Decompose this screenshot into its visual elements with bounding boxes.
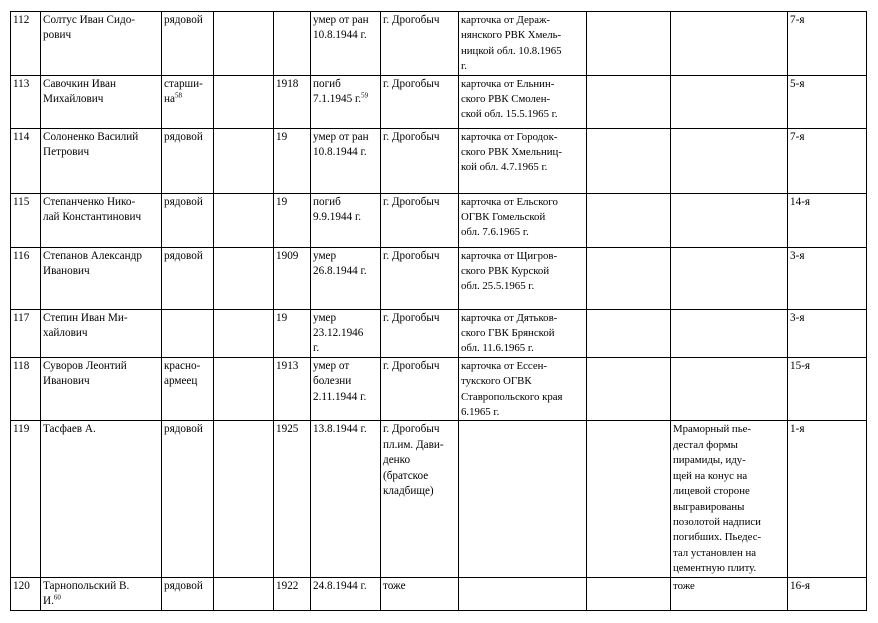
burial-place-text: г. Дрогобыч пл.им. Дави- денко (братское кладбище) [383, 423, 444, 498]
soldier-name [41, 128, 162, 193]
table-row [11, 128, 867, 193]
burial-place-text: г. Дрогобыч [383, 77, 440, 90]
grave-number [788, 357, 867, 421]
record-source-text: карточка от Дятьков- ского ГВК Брянской обл. 11.6.1965 г. [461, 311, 558, 355]
row-number [11, 128, 41, 193]
record-source [459, 12, 587, 76]
birth-year-text: 19 [276, 130, 288, 143]
memorial-description [671, 309, 788, 357]
burial-place-text: г. Дрогобыч [383, 130, 440, 143]
grave-number-text: 15-я [790, 359, 811, 372]
row-number-text: 118 [13, 359, 30, 372]
row-number [11, 75, 41, 128]
record-source-text: карточка от Ессен- тукского ОГВК Ставропольского края 6.1965 г. [461, 359, 563, 419]
burial-place [381, 357, 459, 421]
grave-number [788, 421, 867, 577]
burial-place-text: г. Дрогобыч [383, 311, 440, 324]
blank-column-2 [587, 357, 671, 421]
row-number-text: 119 [13, 423, 30, 436]
row-number [11, 193, 41, 247]
grave-number-text: 7-я [790, 130, 805, 143]
memorial-description [671, 128, 788, 193]
table-row [11, 309, 867, 357]
grave-number [788, 128, 867, 193]
birth-year [274, 12, 311, 76]
fate-date-text: умер 26.8.1944 г. [313, 249, 367, 278]
row-number-text: 117 [13, 311, 30, 324]
fate-date [311, 421, 381, 577]
memorial-description [671, 193, 788, 247]
military-rank-text: старши- на [164, 77, 203, 106]
birth-year-text: 1913 [276, 359, 299, 372]
birth-year-text: 1925 [276, 423, 299, 436]
table-row [11, 577, 867, 610]
row-number-text: 114 [13, 130, 30, 143]
memorial-description [671, 421, 788, 577]
military-rank [162, 75, 214, 128]
grave-number [788, 309, 867, 357]
soldier-name-text: Тарнопольский В. И. [43, 579, 130, 607]
burial-place-text: тоже [383, 579, 406, 592]
fate-date [311, 577, 381, 610]
record-source-text: карточка от Ельнин- ского РВК Смолен- ской обл. 15.5.1965 г. [461, 77, 558, 121]
grave-number [788, 577, 867, 610]
memorial-description-text: Мраморный пье- дестал формы пирамиды, иду- щей на конус на лицевой стороне выгравированы позолотой надписи погибших. Пьедес- тал установлен на цементную плиту. [673, 423, 762, 575]
military-rank-text: рядовой [164, 579, 203, 592]
record-source-text: карточка от Ельского ОГВК Гомельской обл. 7.6.1965 г. [461, 195, 558, 239]
birth-year [274, 309, 311, 357]
blank-column [214, 309, 274, 357]
burial-place-text: г. Дрогобыч [383, 249, 440, 262]
grave-number-text: 16-я [790, 579, 811, 592]
row-number-text: 116 [13, 249, 30, 262]
military-rank [162, 247, 214, 309]
blank-column [214, 12, 274, 76]
birth-year-text: 19 [276, 311, 288, 324]
grave-number-text: 5-я [790, 77, 805, 90]
blank-column [214, 357, 274, 421]
soldier-name [41, 12, 162, 76]
footnote-marker: 59 [361, 91, 369, 100]
burial-place [381, 247, 459, 309]
fate-date [311, 247, 381, 309]
fate-date-text: умер от ран 10.8.1944 г. [313, 14, 369, 42]
blank-column [214, 193, 274, 247]
table-row [11, 75, 867, 128]
record-source [459, 421, 587, 577]
fate-date [311, 12, 381, 76]
birth-year-text: 1918 [276, 77, 299, 90]
burial-place-text: г. Дрогобыч [383, 195, 440, 208]
grave-number-text: 7-я [790, 14, 805, 26]
grave-number [788, 12, 867, 76]
military-rank [162, 577, 214, 610]
burial-place [381, 128, 459, 193]
record-source [459, 247, 587, 309]
burial-place [381, 12, 459, 76]
soldier-name-text: Солтус Иван Сидо- рович [43, 14, 136, 42]
table-row [11, 12, 867, 76]
row-number [11, 12, 41, 76]
fate-date-text: умер от болезни 2.11.1944 г. [313, 359, 367, 403]
memorial-description [671, 247, 788, 309]
soldier-name-text: Солоненко Василий Петрович [43, 130, 139, 159]
blank-column [214, 247, 274, 309]
grave-number [788, 193, 867, 247]
record-source [459, 309, 587, 357]
blank-column-2 [587, 577, 671, 610]
fate-date-text: 13.8.1944 г. [313, 423, 367, 436]
blank-column-2 [587, 309, 671, 357]
soldier-name-text: Степанов Александр Иванович [43, 249, 142, 278]
military-rank [162, 12, 214, 76]
soldier-name-text: Тасфаев А. [43, 423, 96, 436]
memorial-description [671, 75, 788, 128]
soldier-name [41, 421, 162, 577]
grave-number-text: 3-я [790, 249, 805, 262]
fate-date-text: погиб 7.1.1945 г. [313, 77, 362, 106]
soldier-name-text: Степин Иван Ми- хайлович [43, 311, 128, 340]
burial-place [381, 193, 459, 247]
fate-date [311, 75, 381, 128]
burial-place-text: г. Дрогобыч [383, 359, 440, 372]
birth-year [274, 128, 311, 193]
record-source [459, 193, 587, 247]
military-rank [162, 357, 214, 421]
table-row [11, 357, 867, 421]
burial-place [381, 309, 459, 357]
footnote-marker: 58 [174, 91, 182, 100]
burial-place-text: г. Дрогобыч [383, 14, 440, 26]
fate-date [311, 128, 381, 193]
row-number-text: 115 [13, 195, 30, 208]
fate-date [311, 357, 381, 421]
blank-column-2 [587, 12, 671, 76]
memorial-description [671, 577, 788, 610]
birth-year [274, 75, 311, 128]
fate-date [311, 193, 381, 247]
row-number [11, 421, 41, 577]
soldier-name [41, 247, 162, 309]
record-source [459, 357, 587, 421]
fate-date [311, 309, 381, 357]
fate-date-text: погиб 9.9.1944 г. [313, 195, 362, 224]
blank-column-2 [587, 421, 671, 577]
blank-column-2 [587, 75, 671, 128]
military-rank [162, 128, 214, 193]
record-source-text: карточка от Щигров- ского РВК Курской обл. 25.5.1965 г. [461, 249, 558, 293]
blank-column [214, 75, 274, 128]
record-source-text: карточка от Городок- ского РВК Хмельниц- кой обл. 4.7.1965 г. [461, 130, 562, 174]
soldier-name [41, 577, 162, 610]
grave-number-text: 1-я [790, 423, 805, 436]
military-rank [162, 421, 214, 577]
memorial-description [671, 357, 788, 421]
record-source-text: карточка от Дераж- нянского РВК Хмель- ницкой обл. 10.8.1965 г. [461, 14, 562, 73]
soldier-name [41, 193, 162, 247]
row-number-text: 120 [13, 579, 30, 592]
row-number [11, 309, 41, 357]
military-rank-text: рядовой [164, 14, 203, 26]
birth-year [274, 247, 311, 309]
memorial-description [671, 12, 788, 76]
military-rank-text: рядовой [164, 130, 203, 143]
grave-number-text: 3-я [790, 311, 805, 324]
military-rank-text: рядовой [164, 195, 203, 208]
birth-year [274, 577, 311, 610]
soldier-name-text: Савочкин Иван Михайлович [43, 77, 116, 106]
soldier-name-text: Степанченко Нико- лай Константинович [43, 195, 142, 224]
soldier-name [41, 357, 162, 421]
birth-year [274, 357, 311, 421]
grave-number [788, 247, 867, 309]
footnote-marker: 60 [53, 593, 61, 602]
memorial-description-text: тоже [673, 579, 695, 592]
blank-column [214, 577, 274, 610]
fate-date-text: умер от ран 10.8.1944 г. [313, 130, 369, 159]
birth-year-text: 1909 [276, 249, 299, 262]
military-rank [162, 193, 214, 247]
table-row [11, 421, 867, 577]
grave-number [788, 75, 867, 128]
blank-column-2 [587, 128, 671, 193]
birth-year-text: 1922 [276, 579, 299, 592]
military-rank-text: рядовой [164, 423, 203, 436]
record-source [459, 75, 587, 128]
birth-year [274, 193, 311, 247]
soldier-name [41, 309, 162, 357]
burial-place [381, 75, 459, 128]
birth-year-text: 19 [276, 195, 288, 208]
burial-records-table [10, 11, 867, 611]
fate-date-text: умер 23.12.1946 г. [313, 311, 364, 355]
row-number [11, 247, 41, 309]
burial-place [381, 421, 459, 577]
soldier-name-text: Суворов Леонтий Иванович [43, 359, 127, 388]
blank-column [214, 421, 274, 577]
soldier-name [41, 75, 162, 128]
grave-number-text: 14-я [790, 195, 811, 208]
row-number [11, 357, 41, 421]
military-rank [162, 309, 214, 357]
blank-column-2 [587, 193, 671, 247]
fate-date-text: 24.8.1944 г. [313, 579, 367, 592]
row-number-text: 112 [13, 14, 30, 26]
burial-place [381, 577, 459, 610]
row-number-text: 113 [13, 77, 30, 90]
birth-year [274, 421, 311, 577]
row-number [11, 577, 41, 610]
blank-column [214, 128, 274, 193]
military-rank-text: рядовой [164, 249, 203, 262]
record-source [459, 577, 587, 610]
record-source [459, 128, 587, 193]
table-row [11, 193, 867, 247]
table-row [11, 247, 867, 309]
blank-column-2 [587, 247, 671, 309]
military-rank-text: красно- армеец [164, 359, 201, 388]
